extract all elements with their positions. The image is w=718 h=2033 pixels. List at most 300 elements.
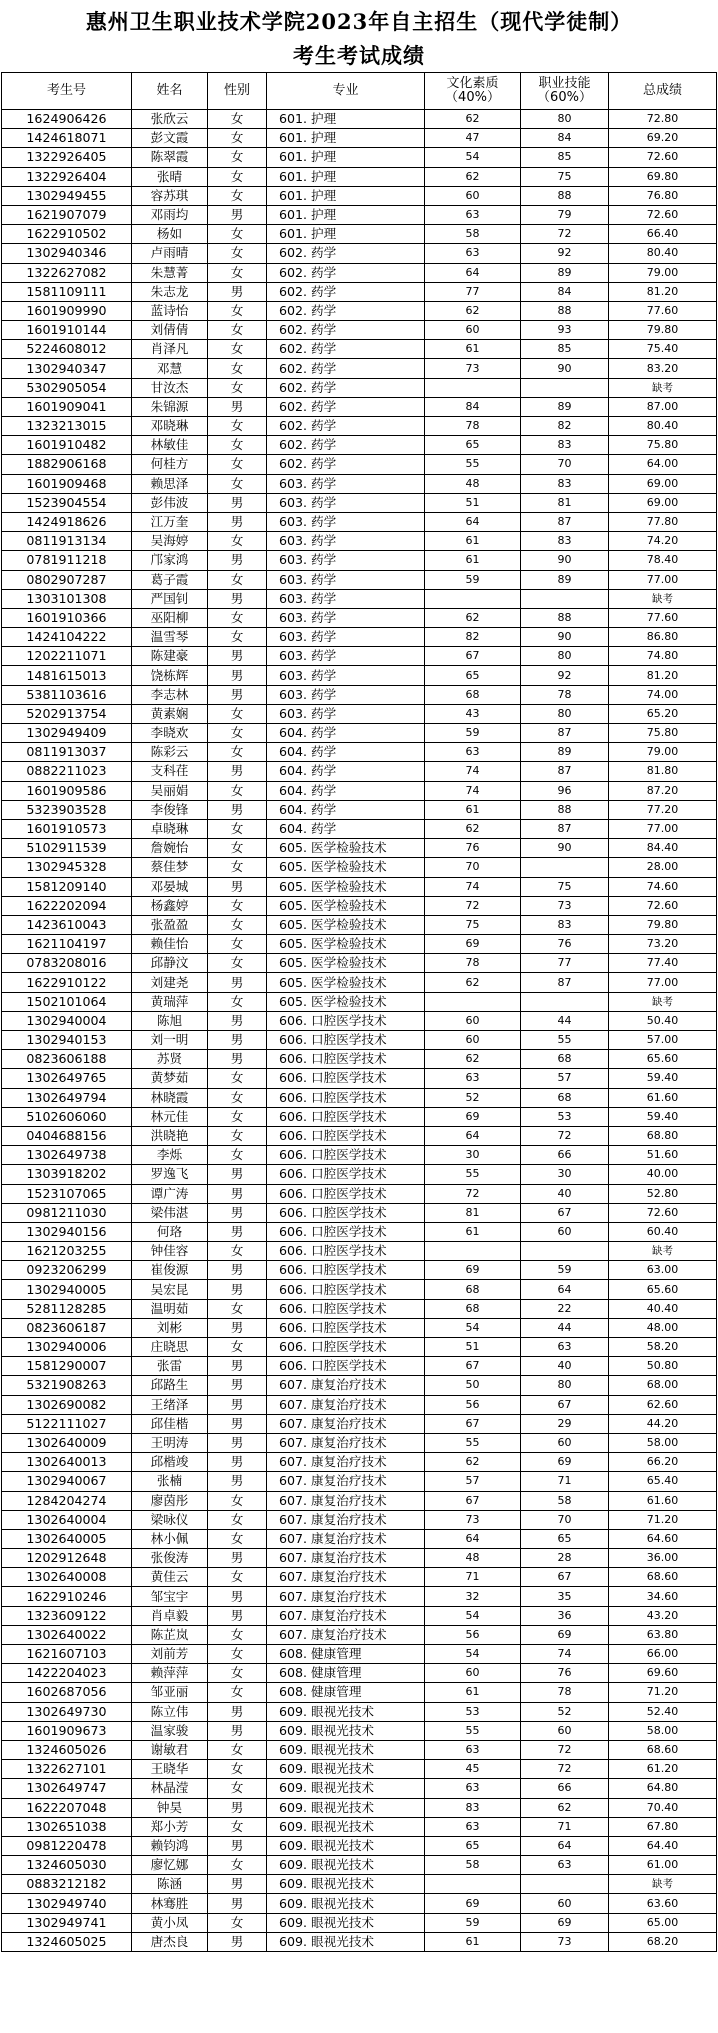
exam-id-cell: 1422204023 bbox=[2, 1664, 132, 1683]
major-cell: 601. 护理 bbox=[267, 205, 425, 224]
major-cell: 604. 药学 bbox=[267, 781, 425, 800]
table-row bbox=[2, 1107, 717, 1126]
total-score-cell: 73.20 bbox=[609, 935, 717, 954]
table-row bbox=[2, 551, 717, 570]
total-score-cell: 68.00 bbox=[609, 1376, 717, 1395]
exam-id-cell: 1302940004 bbox=[2, 1011, 132, 1030]
skill-score-cell: 71 bbox=[521, 1817, 609, 1836]
skill-score-cell: 53 bbox=[521, 1107, 609, 1126]
skill-score-cell: 63 bbox=[521, 1856, 609, 1875]
exam-id-cell: 1302690082 bbox=[2, 1395, 132, 1414]
culture-score-cell bbox=[425, 589, 521, 608]
culture-score-cell: 62 bbox=[425, 608, 521, 627]
culture-score-cell: 55 bbox=[425, 1165, 521, 1184]
name-cell: 赖思泽 bbox=[132, 474, 208, 493]
skill-score-cell: 85 bbox=[521, 148, 609, 167]
exam-id-cell: 1622910122 bbox=[2, 973, 132, 992]
major-cell: 606. 口腔医学技术 bbox=[267, 1184, 425, 1203]
major-cell: 609. 眼视光技术 bbox=[267, 1875, 425, 1894]
exam-id-cell: 1322926405 bbox=[2, 148, 132, 167]
total-score-cell: 65.60 bbox=[609, 1280, 717, 1299]
culture-score-cell: 64 bbox=[425, 512, 521, 531]
header-culture-score: 文化素质 （40%） bbox=[425, 73, 521, 110]
exam-id-cell: 5224608012 bbox=[2, 340, 132, 359]
skill-score-cell: 76 bbox=[521, 935, 609, 954]
major-cell: 602. 药学 bbox=[267, 282, 425, 301]
major-cell: 608. 健康管理 bbox=[267, 1645, 425, 1664]
exam-id-cell: 1622910502 bbox=[2, 225, 132, 244]
skill-score-cell: 90 bbox=[521, 551, 609, 570]
exam-id-cell: 0823606188 bbox=[2, 1050, 132, 1069]
exam-id-cell: 1302949409 bbox=[2, 724, 132, 743]
name-cell: 邓慧 bbox=[132, 359, 208, 378]
total-score-cell: 80.40 bbox=[609, 244, 717, 263]
table-row bbox=[2, 1242, 717, 1261]
skill-score-cell: 68 bbox=[521, 1050, 609, 1069]
skill-score-cell: 72 bbox=[521, 1760, 609, 1779]
name-cell: 黄梦茹 bbox=[132, 1069, 208, 1088]
sex-cell: 女 bbox=[208, 608, 267, 627]
total-score-cell: 68.20 bbox=[609, 1932, 717, 1951]
culture-score-cell: 51 bbox=[425, 1338, 521, 1357]
culture-score-cell: 45 bbox=[425, 1760, 521, 1779]
name-cell: 陈立伟 bbox=[132, 1702, 208, 1721]
major-cell: 605. 医学检验技术 bbox=[267, 877, 425, 896]
skill-score-cell: 87 bbox=[521, 512, 609, 531]
skill-score-cell: 87 bbox=[521, 973, 609, 992]
name-cell: 赖佳怡 bbox=[132, 935, 208, 954]
major-cell: 603. 药学 bbox=[267, 474, 425, 493]
total-score-cell: 78.40 bbox=[609, 551, 717, 570]
culture-score-cell: 60 bbox=[425, 321, 521, 340]
table-row bbox=[2, 1894, 717, 1913]
total-score-cell: 75.80 bbox=[609, 724, 717, 743]
skill-score-cell: 89 bbox=[521, 570, 609, 589]
name-cell: 邹亚丽 bbox=[132, 1683, 208, 1702]
exam-id-cell: 1284204274 bbox=[2, 1491, 132, 1510]
major-cell: 606. 口腔医学技术 bbox=[267, 1050, 425, 1069]
name-cell: 严国钊 bbox=[132, 589, 208, 608]
exam-id-cell: 1624906426 bbox=[2, 110, 132, 129]
skill-score-cell: 64 bbox=[521, 1280, 609, 1299]
major-cell: 603. 药学 bbox=[267, 685, 425, 704]
sex-cell: 男 bbox=[208, 1395, 267, 1414]
table-row bbox=[2, 877, 717, 896]
table-row bbox=[2, 1222, 717, 1241]
sex-cell: 男 bbox=[208, 1875, 267, 1894]
sex-cell: 女 bbox=[208, 263, 267, 282]
skill-score-cell: 77 bbox=[521, 954, 609, 973]
total-score-cell: 64.40 bbox=[609, 1836, 717, 1855]
skill-score-cell: 44 bbox=[521, 1011, 609, 1030]
culture-score-cell: 63 bbox=[425, 244, 521, 263]
exam-id-cell: 0783208016 bbox=[2, 954, 132, 973]
exam-id-cell: 1302940067 bbox=[2, 1472, 132, 1491]
name-cell: 赖萍萍 bbox=[132, 1664, 208, 1683]
culture-score-cell: 75 bbox=[425, 915, 521, 934]
major-cell: 602. 药学 bbox=[267, 263, 425, 282]
sex-cell: 男 bbox=[208, 1050, 267, 1069]
table-row bbox=[2, 301, 717, 320]
sex-cell: 女 bbox=[208, 1069, 267, 1088]
table-row bbox=[2, 1760, 717, 1779]
name-cell: 肖卓毅 bbox=[132, 1606, 208, 1625]
culture-score-cell: 52 bbox=[425, 1088, 521, 1107]
table-row bbox=[2, 205, 717, 224]
total-score-cell: 65.20 bbox=[609, 704, 717, 723]
culture-score-cell: 54 bbox=[425, 1645, 521, 1664]
major-cell: 601. 护理 bbox=[267, 110, 425, 129]
major-cell: 604. 药学 bbox=[267, 819, 425, 838]
sex-cell: 男 bbox=[208, 973, 267, 992]
table-row bbox=[2, 628, 717, 647]
name-cell: 崔俊源 bbox=[132, 1261, 208, 1280]
skill-score-cell: 73 bbox=[521, 896, 609, 915]
skill-score-cell: 71 bbox=[521, 1472, 609, 1491]
table-row bbox=[2, 110, 717, 129]
total-score-cell: 69.60 bbox=[609, 1664, 717, 1683]
major-cell: 607. 康复治疗技术 bbox=[267, 1587, 425, 1606]
name-cell: 陈旭 bbox=[132, 1011, 208, 1030]
name-cell: 刘彬 bbox=[132, 1318, 208, 1337]
exam-id-cell: 1302649747 bbox=[2, 1779, 132, 1798]
total-score-cell: 61.60 bbox=[609, 1491, 717, 1510]
major-cell: 606. 口腔医学技术 bbox=[267, 1280, 425, 1299]
total-score-cell: 63.80 bbox=[609, 1625, 717, 1644]
total-score-cell: 64.80 bbox=[609, 1779, 717, 1798]
table-row bbox=[2, 743, 717, 762]
exam-id-cell: 0823606187 bbox=[2, 1318, 132, 1337]
exam-id-cell: 0923206299 bbox=[2, 1261, 132, 1280]
table-row bbox=[2, 1146, 717, 1165]
table-row bbox=[2, 1606, 717, 1625]
culture-score-cell: 68 bbox=[425, 1299, 521, 1318]
table-row bbox=[2, 512, 717, 531]
name-cell: 温雪琴 bbox=[132, 628, 208, 647]
name-cell: 林晓霞 bbox=[132, 1088, 208, 1107]
total-score-cell: 69.80 bbox=[609, 167, 717, 186]
sex-cell: 女 bbox=[208, 378, 267, 397]
table-row bbox=[2, 1050, 717, 1069]
exam-id-cell: 1302940346 bbox=[2, 244, 132, 263]
name-cell: 甘汝杰 bbox=[132, 378, 208, 397]
skill-score-cell: 69 bbox=[521, 1453, 609, 1472]
skill-score-cell: 75 bbox=[521, 877, 609, 896]
sex-cell: 女 bbox=[208, 1126, 267, 1145]
skill-score-cell bbox=[521, 992, 609, 1011]
skill-score-cell: 69 bbox=[521, 1913, 609, 1932]
name-cell: 葛子霞 bbox=[132, 570, 208, 589]
sex-cell: 女 bbox=[208, 1510, 267, 1529]
culture-score-cell: 60 bbox=[425, 1011, 521, 1030]
culture-score-cell: 59 bbox=[425, 570, 521, 589]
skill-score-cell: 72 bbox=[521, 225, 609, 244]
culture-score-cell bbox=[425, 1875, 521, 1894]
skill-score-cell: 96 bbox=[521, 781, 609, 800]
major-cell: 603. 药学 bbox=[267, 551, 425, 570]
exam-id-cell: 1424618071 bbox=[2, 129, 132, 148]
skill-score-cell: 73 bbox=[521, 1932, 609, 1951]
culture-score-cell: 62 bbox=[425, 973, 521, 992]
skill-score-cell: 90 bbox=[521, 839, 609, 858]
total-score-cell: 52.40 bbox=[609, 1702, 717, 1721]
exam-id-cell: 1622202094 bbox=[2, 896, 132, 915]
name-cell: 卢雨晴 bbox=[132, 244, 208, 263]
sex-cell: 女 bbox=[208, 110, 267, 129]
culture-score-cell: 58 bbox=[425, 225, 521, 244]
exam-id-cell: 1601909990 bbox=[2, 301, 132, 320]
sex-cell: 女 bbox=[208, 1683, 267, 1702]
total-score-cell: 74.00 bbox=[609, 685, 717, 704]
major-cell: 602. 药学 bbox=[267, 359, 425, 378]
skill-score-cell: 60 bbox=[521, 1894, 609, 1913]
total-score-cell: 87.00 bbox=[609, 397, 717, 416]
major-cell: 601. 护理 bbox=[267, 186, 425, 205]
name-cell: 詹婉怡 bbox=[132, 839, 208, 858]
sex-cell: 女 bbox=[208, 129, 267, 148]
exam-id-cell: 1581290007 bbox=[2, 1357, 132, 1376]
major-cell: 606. 口腔医学技术 bbox=[267, 1031, 425, 1050]
name-cell: 黄佳云 bbox=[132, 1568, 208, 1587]
name-cell: 张欣云 bbox=[132, 110, 208, 129]
table-row bbox=[2, 129, 717, 148]
sex-cell: 男 bbox=[208, 1433, 267, 1452]
skill-score-cell: 89 bbox=[521, 743, 609, 762]
culture-score-cell: 51 bbox=[425, 493, 521, 512]
total-score-cell: 68.80 bbox=[609, 1126, 717, 1145]
name-cell: 江万奎 bbox=[132, 512, 208, 531]
major-cell: 609. 眼视光技术 bbox=[267, 1740, 425, 1759]
total-score-cell: 69.20 bbox=[609, 129, 717, 148]
table-row bbox=[2, 704, 717, 723]
major-cell: 601. 护理 bbox=[267, 148, 425, 167]
skill-score-cell: 70 bbox=[521, 455, 609, 474]
total-score-cell: 34.60 bbox=[609, 1587, 717, 1606]
culture-score-cell: 84 bbox=[425, 397, 521, 416]
skill-score-cell: 75 bbox=[521, 167, 609, 186]
major-cell: 602. 药学 bbox=[267, 321, 425, 340]
table-row bbox=[2, 992, 717, 1011]
total-score-cell: 71.20 bbox=[609, 1683, 717, 1702]
sex-cell: 女 bbox=[208, 340, 267, 359]
total-score-cell: 43.20 bbox=[609, 1606, 717, 1625]
exam-id-cell: 1322926404 bbox=[2, 167, 132, 186]
exam-id-cell: 1882906168 bbox=[2, 455, 132, 474]
skill-score-cell: 82 bbox=[521, 417, 609, 436]
exam-id-cell: 1481615013 bbox=[2, 666, 132, 685]
skill-score-cell: 92 bbox=[521, 244, 609, 263]
sex-cell: 女 bbox=[208, 1913, 267, 1932]
skill-score-cell: 89 bbox=[521, 397, 609, 416]
major-cell: 609. 眼视光技术 bbox=[267, 1702, 425, 1721]
name-cell: 卓晓琳 bbox=[132, 819, 208, 838]
exam-id-cell: 1302945328 bbox=[2, 858, 132, 877]
table-row bbox=[2, 1932, 717, 1951]
skill-score-cell: 60 bbox=[521, 1433, 609, 1452]
name-cell: 王晓华 bbox=[132, 1760, 208, 1779]
table-row bbox=[2, 493, 717, 512]
exam-id-cell: 1302940347 bbox=[2, 359, 132, 378]
culture-score-cell: 61 bbox=[425, 1683, 521, 1702]
major-cell: 605. 医学检验技术 bbox=[267, 973, 425, 992]
culture-score-cell: 63 bbox=[425, 743, 521, 762]
table-row bbox=[2, 1664, 717, 1683]
total-score-cell: 48.00 bbox=[609, 1318, 717, 1337]
sex-cell: 女 bbox=[208, 954, 267, 973]
sex-cell: 男 bbox=[208, 512, 267, 531]
total-score-cell: 66.00 bbox=[609, 1645, 717, 1664]
skill-score-cell: 67 bbox=[521, 1395, 609, 1414]
name-cell: 温家骏 bbox=[132, 1721, 208, 1740]
total-score-cell: 74.60 bbox=[609, 877, 717, 896]
table-row bbox=[2, 1836, 717, 1855]
major-cell: 603. 药学 bbox=[267, 608, 425, 627]
culture-score-cell: 61 bbox=[425, 340, 521, 359]
culture-score-cell: 54 bbox=[425, 1606, 521, 1625]
major-cell: 605. 医学检验技术 bbox=[267, 954, 425, 973]
name-cell: 林元佳 bbox=[132, 1107, 208, 1126]
table-row bbox=[2, 1184, 717, 1203]
culture-score-cell: 55 bbox=[425, 1433, 521, 1452]
total-score-cell: 50.80 bbox=[609, 1357, 717, 1376]
culture-score-cell: 62 bbox=[425, 110, 521, 129]
major-cell: 601. 护理 bbox=[267, 167, 425, 186]
table-row bbox=[2, 1529, 717, 1548]
culture-score-cell bbox=[425, 1242, 521, 1261]
exam-id-cell: 1322627101 bbox=[2, 1760, 132, 1779]
culture-score-cell: 56 bbox=[425, 1395, 521, 1414]
skill-score-cell: 30 bbox=[521, 1165, 609, 1184]
sex-cell: 男 bbox=[208, 1549, 267, 1568]
table-row bbox=[2, 1433, 717, 1452]
sex-cell: 男 bbox=[208, 1318, 267, 1337]
major-cell: 603. 药学 bbox=[267, 589, 425, 608]
skill-score-cell: 60 bbox=[521, 1222, 609, 1241]
culture-score-cell: 32 bbox=[425, 1587, 521, 1606]
skill-score-cell: 85 bbox=[521, 340, 609, 359]
major-cell: 608. 健康管理 bbox=[267, 1664, 425, 1683]
table-row bbox=[2, 1798, 717, 1817]
total-score-cell: 68.60 bbox=[609, 1568, 717, 1587]
exam-id-cell: 0882211023 bbox=[2, 762, 132, 781]
total-score-cell: 62.60 bbox=[609, 1395, 717, 1414]
major-cell: 603. 药学 bbox=[267, 532, 425, 551]
table-row bbox=[2, 1721, 717, 1740]
culture-score-cell: 62 bbox=[425, 301, 521, 320]
name-cell: 王绪泽 bbox=[132, 1395, 208, 1414]
name-cell: 饶栋辉 bbox=[132, 666, 208, 685]
total-score-cell: 80.40 bbox=[609, 417, 717, 436]
table-row bbox=[2, 397, 717, 416]
major-cell: 603. 药学 bbox=[267, 493, 425, 512]
total-score-cell: 70.40 bbox=[609, 1798, 717, 1817]
name-cell: 李志林 bbox=[132, 685, 208, 704]
skill-score-cell: 68 bbox=[521, 1088, 609, 1107]
major-cell: 607. 康复治疗技术 bbox=[267, 1568, 425, 1587]
exam-id-cell: 1302640022 bbox=[2, 1625, 132, 1644]
major-cell: 602. 药学 bbox=[267, 244, 425, 263]
total-score-cell: 65.40 bbox=[609, 1472, 717, 1491]
sex-cell: 男 bbox=[208, 1894, 267, 1913]
skill-score-cell: 57 bbox=[521, 1069, 609, 1088]
header-sex: 性别 bbox=[208, 73, 267, 110]
skill-score-cell: 55 bbox=[521, 1031, 609, 1050]
sex-cell: 女 bbox=[208, 359, 267, 378]
name-cell: 张晴 bbox=[132, 167, 208, 186]
total-score-cell: 77.80 bbox=[609, 512, 717, 531]
sex-cell: 男 bbox=[208, 1357, 267, 1376]
name-cell: 邓雨均 bbox=[132, 205, 208, 224]
name-cell: 梁咏仪 bbox=[132, 1510, 208, 1529]
culture-score-cell: 69 bbox=[425, 1261, 521, 1280]
table-row bbox=[2, 1376, 717, 1395]
sex-cell: 男 bbox=[208, 551, 267, 570]
major-cell: 607. 康复治疗技术 bbox=[267, 1606, 425, 1625]
sex-cell: 女 bbox=[208, 858, 267, 877]
major-cell: 604. 药学 bbox=[267, 724, 425, 743]
culture-score-cell: 55 bbox=[425, 455, 521, 474]
name-cell: 何桂方 bbox=[132, 455, 208, 474]
table-row bbox=[2, 186, 717, 205]
exam-id-cell: 1601909468 bbox=[2, 474, 132, 493]
exam-id-cell: 1202211071 bbox=[2, 647, 132, 666]
table-row bbox=[2, 532, 717, 551]
sex-cell: 男 bbox=[208, 1721, 267, 1740]
exam-id-cell: 1302949740 bbox=[2, 1894, 132, 1913]
name-cell: 李晓欢 bbox=[132, 724, 208, 743]
total-score-cell: 84.40 bbox=[609, 839, 717, 858]
sex-cell: 男 bbox=[208, 1222, 267, 1241]
skill-score-cell: 92 bbox=[521, 666, 609, 685]
skill-score-cell: 81 bbox=[521, 493, 609, 512]
sex-cell: 女 bbox=[208, 1760, 267, 1779]
exam-id-cell: 1523107065 bbox=[2, 1184, 132, 1203]
total-score-cell: 74.80 bbox=[609, 647, 717, 666]
skill-score-cell: 89 bbox=[521, 263, 609, 282]
skill-score-cell: 36 bbox=[521, 1606, 609, 1625]
exam-id-cell: 1423610043 bbox=[2, 915, 132, 934]
sex-cell: 女 bbox=[208, 455, 267, 474]
name-cell: 陈涵 bbox=[132, 1875, 208, 1894]
name-cell: 邱静汶 bbox=[132, 954, 208, 973]
exam-id-cell: 1601910366 bbox=[2, 608, 132, 627]
major-cell: 603. 药学 bbox=[267, 666, 425, 685]
name-cell: 庄晓思 bbox=[132, 1338, 208, 1357]
name-cell: 温明茹 bbox=[132, 1299, 208, 1318]
sex-cell: 男 bbox=[208, 1453, 267, 1472]
sex-cell: 女 bbox=[208, 704, 267, 723]
skill-score-cell: 88 bbox=[521, 608, 609, 627]
skill-score-cell: 65 bbox=[521, 1529, 609, 1548]
table-row bbox=[2, 244, 717, 263]
major-cell: 607. 康复治疗技术 bbox=[267, 1414, 425, 1433]
exam-id-cell: 1302940156 bbox=[2, 1222, 132, 1241]
name-cell: 巫阳柳 bbox=[132, 608, 208, 627]
name-cell: 邹宝宇 bbox=[132, 1587, 208, 1606]
culture-score-cell: 82 bbox=[425, 628, 521, 647]
table-row bbox=[2, 1645, 717, 1664]
sex-cell: 女 bbox=[208, 570, 267, 589]
skill-score-cell: 29 bbox=[521, 1414, 609, 1433]
exam-id-cell: 1502101064 bbox=[2, 992, 132, 1011]
name-cell: 王明涛 bbox=[132, 1433, 208, 1452]
major-cell: 607. 康复治疗技术 bbox=[267, 1376, 425, 1395]
total-score-cell: 66.40 bbox=[609, 225, 717, 244]
culture-score-cell: 62 bbox=[425, 819, 521, 838]
total-score-cell: 66.20 bbox=[609, 1453, 717, 1472]
name-cell: 朱志龙 bbox=[132, 282, 208, 301]
culture-score-cell: 62 bbox=[425, 167, 521, 186]
